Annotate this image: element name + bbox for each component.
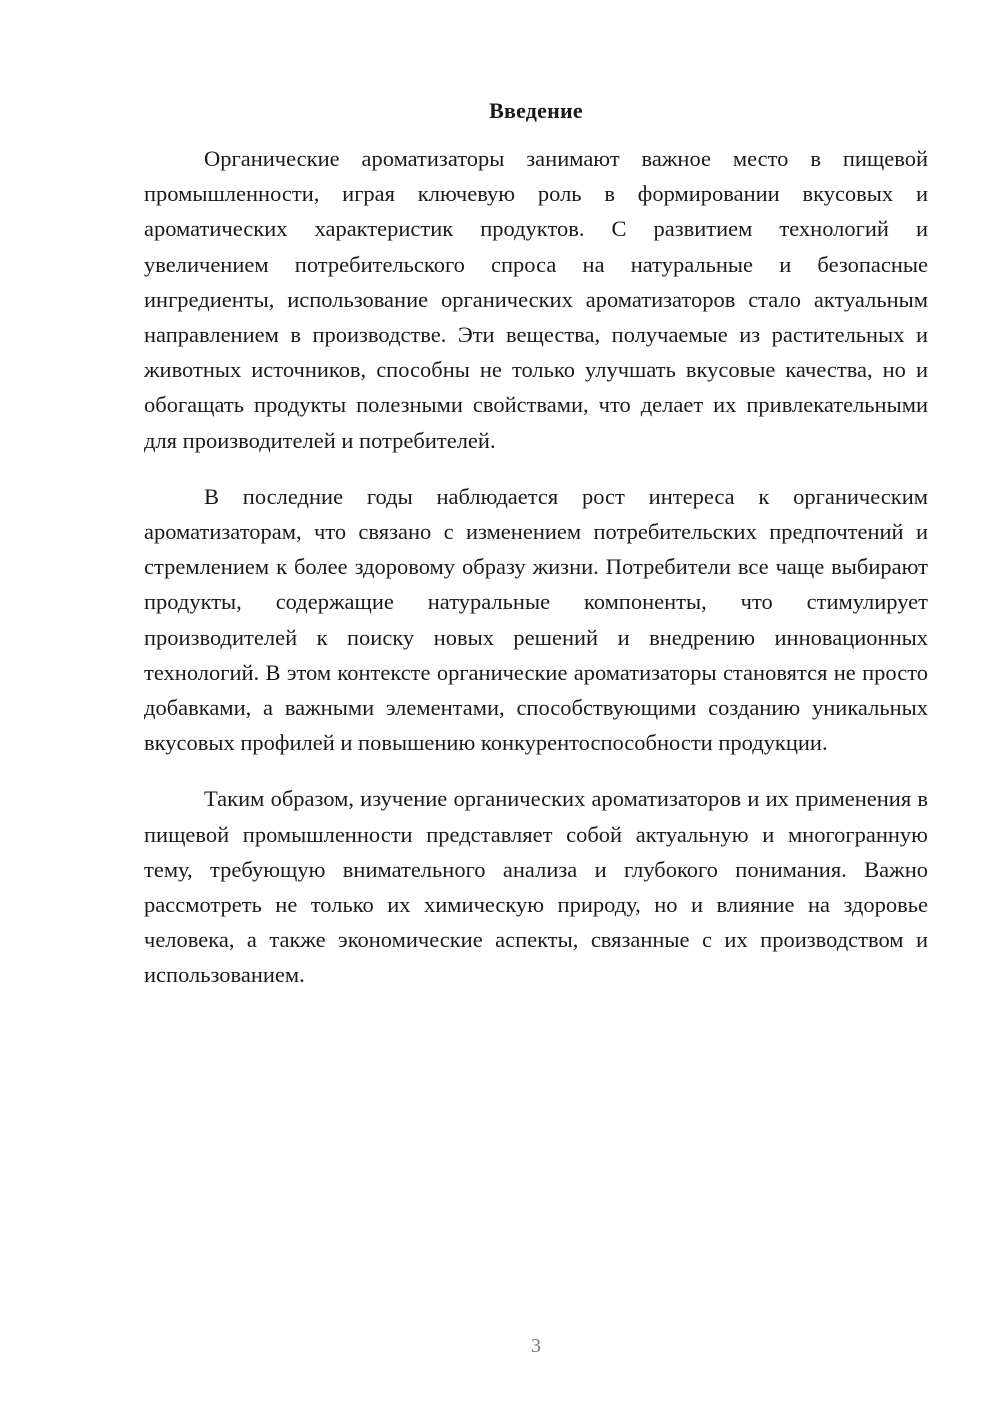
paragraph-1: Органические ароматизаторы занимают важное место в пищевой промышленности, играя ключевую роль в формировании вкусовых и ароматических характеристик продуктов. С развитием технологий и увеличением потребительского спроса на натуральные и безопасные ингредиенты, использование органических ароматизаторов стало актуальным направлением в производстве. Эти вещества, получаемые из растительных и животных источников, способны не только улучшать вкусовые качества, но и обогащать продукты полезными свойствами, что делает их привлекательными для производителей и потребителей. <box>144 146 928 453</box>
paragraph-3: Таким образом, изучение органических ароматизаторов и их применения в пищевой промышленности представляет собой актуальную и многогранную тему, требующую внимательного анализа и глубокого понимания. Важно рассмотреть не только их химическую природу, но и влияние на здоровье человека, а также экономические аспекты, связанные с их производством и использованием. <box>144 786 928 988</box>
paragraph-2: В последние годы наблюдается рост интереса к органическим ароматизаторам, что связано с изменением потребительских предпочтений и стремлением к более здоровому образу жизни. Потребители все чаще выбирают продукты, содержащие натуральные компоненты, что стимулирует производителей к поиску новых решений и внедрению инновационных технологий. В этом контексте органические ароматизаторы становятся не просто добавками, а важными элементами, способствующими созданию уникальных вкусовых профилей и повышению конкурентоспособности продукции. <box>144 483 928 756</box>
page-number: 3 <box>531 1335 541 1357</box>
section-title: Введение <box>489 98 583 123</box>
body-text <box>144 141 928 1014</box>
